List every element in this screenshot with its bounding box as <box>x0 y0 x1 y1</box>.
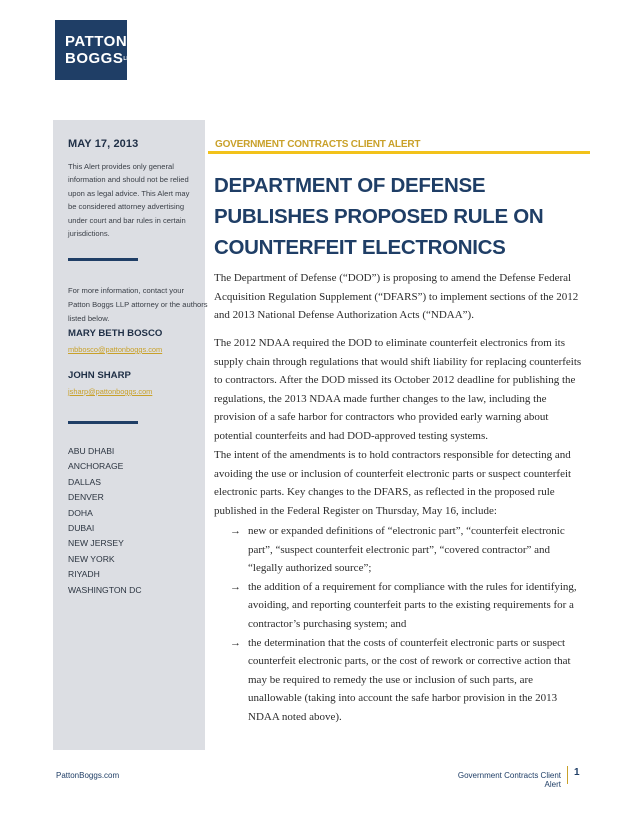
article-headline: DEPARTMENT OF DEFENSE PUBLISHES PROPOSED RULE ON COUNTERFEIT ELECTRONICS <box>214 174 544 259</box>
office-item: NEW YORK <box>68 553 115 564</box>
body-paragraph: The 2012 NDAA required the DOD to eliminate counterfeit electronics from its supply chain through regulations that would shift liability for replacing counterfeits to contractors. After the DOD missed its October 2012 deadline for publishing the regulations, the 2013 NDAA made further changes to the law, including the provision of a safe harbor for contractors who provided early warning about potential counterfeits and had DOD-approved testing systems. <box>214 337 582 442</box>
office-item: RIYADH <box>68 569 100 580</box>
section-kicker: GOVERNMENT CONTRACTS CLIENT ALERT <box>215 139 421 150</box>
office-list <box>68 444 142 598</box>
office-item: NEW JERSEY <box>68 538 124 549</box>
sidebar-divider <box>68 421 138 424</box>
logo-line-2: BOGGS <box>65 50 124 67</box>
office-item: WASHINGTON DC <box>68 584 142 595</box>
contact-name: JOHN SHARP <box>68 370 131 381</box>
office-item: DUBAI <box>68 523 95 534</box>
list-item <box>230 522 582 578</box>
page-number: 1 <box>574 767 580 778</box>
office-item: DOHA <box>68 507 93 518</box>
office-item: ABU DHABI <box>68 446 115 456</box>
sidebar-divider <box>68 258 138 261</box>
contact-name: MARY BETH BOSCO <box>68 328 163 339</box>
footer-divider <box>567 766 568 784</box>
arrow-icon: → <box>230 525 241 537</box>
list-item-text: the addition of a requirement for compliance with the rules for identifying, avoiding, and reporting counterfeit parts to the existing requirements for a contractor’s purchasing system; and <box>248 580 577 630</box>
office-item: ANCHORAGE <box>68 461 124 472</box>
list-item <box>230 634 582 727</box>
footer-website: PattonBoggs.com <box>56 771 120 780</box>
contact-email-link[interactable]: mbbosco@pattonboggs.com <box>68 345 163 354</box>
list-item <box>230 578 582 634</box>
body-paragraph: The Department of Defense (“DOD”) is proposing to amend the Defense Federal Acquisition Regulation Supplement (“DFARS”) to implement sections of the 2012 and 2013 National Defense Authorization Acts (“NDAA”). <box>214 272 579 322</box>
office-item: DALLAS <box>68 476 101 487</box>
footer-title: Government Contracts Client Alert <box>457 771 561 789</box>
contact-email-link[interactable]: jsharp@pattonboggs.com <box>68 387 153 396</box>
logo-line-1: PATTON <box>65 33 128 50</box>
key-changes-list <box>230 522 582 727</box>
disclaimer-text: This Alert provides only general information and should not be relied upon as legal advice. This Alert may be considered attorney advertising under court and bar rules in certain jurisdictions. <box>68 162 190 239</box>
list-item-text: the determination that the costs of counterfeit electronic parts or suspect counterfeit electronic parts, or the cost of rework or corrective action that may be required to remedy the use or inclusion of such parts, are unallowable (taking into account the safe harbor provision in the 2013 NDAA noted above). <box>248 636 571 723</box>
logo-suffix: LLP <box>123 56 133 62</box>
list-item-text: new or expanded definitions of “electronic part”, “counterfeit electronic part”, “suspect counterfeit electronic part”, “covered contractor” and “legally authorized source”; <box>248 525 565 575</box>
alert-date: MAY 17, 2013 <box>68 138 139 150</box>
arrow-icon: → <box>230 580 241 593</box>
body-paragraph: The intent of the amendments is to hold contractors responsible for detecting and avoiding the use or inclusion of counterfeit electronic parts or suspect counterfeit electronic parts. Key changes to the DFARS, as reflected in the proposed rule published in the Federal Register on Thursday, May 16, include: <box>214 449 572 517</box>
contact-note: For more information, contact your Patton Boggs LLP attorney or the authors listed below. <box>68 286 208 323</box>
kicker-underline <box>208 151 590 154</box>
arrow-icon: → <box>230 636 241 649</box>
patton-boggs-logo <box>55 20 133 80</box>
office-item: DENVER <box>68 492 104 503</box>
